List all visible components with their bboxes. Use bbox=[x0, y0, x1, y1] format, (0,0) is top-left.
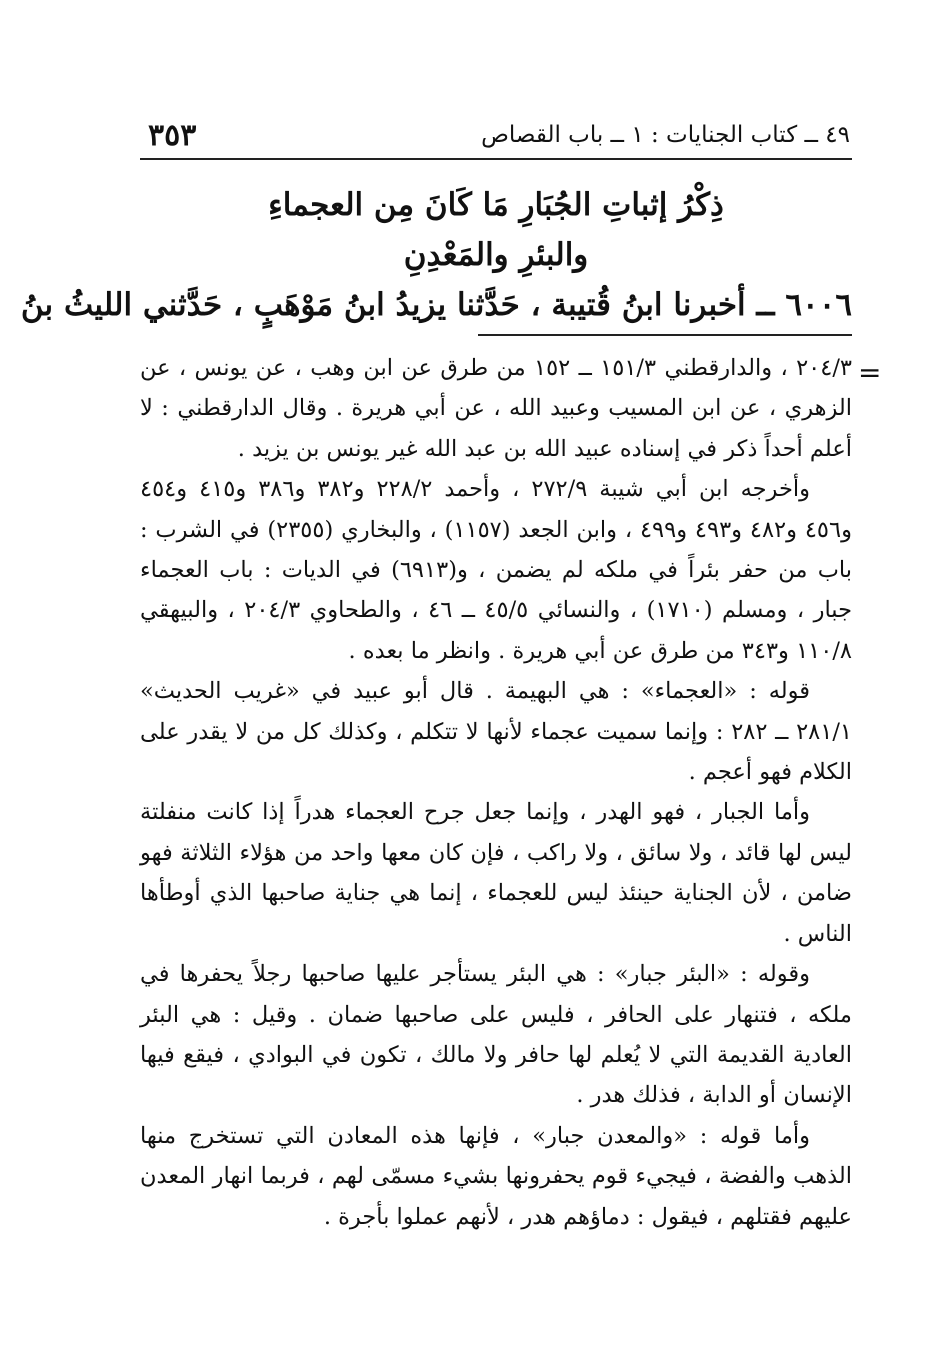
section-title-line-1: ذِكْرُ إثباتِ الجُبَارِ مَا كَانَ مِن العجماءِ bbox=[268, 187, 724, 223]
footnote-paragraph: وقوله : «البئر جبار» : هي البئر يستأجر عليها صاحبها رجلاً يحفرها في ملكه ، فتنهار على الحافر ، فليس على صاحبها ضمان . وقيل : هي البئر العادية القديمة التي لا يُعلم لها حافر ولا مالك ، تكون في البوادي ، فيقع فيها الإنسان أو الدابة ، فذلك هدر . bbox=[140, 961, 852, 1109]
footnote-paragraph: ٢٠٤/٣ ، والدارقطني ١٥١/٣ ــ ١٥٢ من طرق عن ابن وهب ، عن يونس ، عن الزهري ، عن ابن المسيب وعبيد الله ، عن أبي هريرة . وقال الدارقطني : لا أعلم أحداً ذكر في إسناده عبيد الله بن عبد الله غير يونس بن يزيد . bbox=[140, 355, 852, 462]
footnote-paragraph: وأما قوله : «والمعدن جبار» ، فإنها هذه المعادن التي تستخرج منها الذهب والفضة ، فيجيء قوم يحفرونها بشيء مسمّى لهم ، فربما انهار المعدن عليهم فقتلهم ، فيقول : دماؤهم هدر ، لأنهم عملوا بأجرة . bbox=[140, 1122, 852, 1230]
footnote-divider bbox=[478, 334, 852, 336]
footnote-paragraph: قوله : «العجماء» : هي البهيمة . قال أبو عبيد في «غريب الحديث» ٢٨١/١ ــ ٢٨٢ : وإنما سميت عجماء لأنها لا تتكلم ، وكذلك كل من لا يقدر على الكلام فهو أعجم . bbox=[140, 678, 852, 786]
running-title: ٤٩ ــ كتاب الجنايات : ١ ــ باب القصاص bbox=[481, 122, 850, 148]
hadith-opening-line: ٦٠٠٦ ــ أخبرنا ابنُ قُتيبة ، حَدَّثنا يزيدُ ابنُ مَوْهَبٍ ، حَدَّثني الليثُ بنُ bbox=[20, 287, 852, 323]
header-divider bbox=[140, 158, 852, 160]
section-title-line-2: والبئرِ والمَعْدِنِ bbox=[403, 237, 589, 273]
footnote-paragraph: وأما الجبار ، فهو الهدر ، وإنما جعل جرح العجماء هدراً إذا كانت منفلتة ليس لها قائد ، ولا سائق ، ولا راكب ، فإن كان معها واحد من هؤلاء الثلاثة فهو ضامن ، لأن الجناية حينئذ ليس للعجماء ، إنما هي جناية صاحبها الذي أوطأها الناس . bbox=[140, 799, 852, 947]
footnotes bbox=[140, 348, 852, 1237]
page-number: ٣٥٣ bbox=[148, 118, 197, 153]
footnote-paragraph: وأخرجه ابن أبي شيبة ٢٧٢/٩ ، وأحمد ٢٢٨/٢ و٣٨٢ و٣٨٦ و٤١٥ و٤٥٤ و٤٥٦ و٤٨٢ و٤٩٣ و٤٩٩ ، وابن الجعد (١١٥٧) ، والبخاري (٢٣٥٥) في الشرب : باب من حفر بئراً في ملكه لم يضمن ، و(٦٩١٣) في الديات : باب العجماء جبار ، ومسلم (١٧١٠) ، والنسائي ٤٥/٥ ــ ٤٦ ، والطحاوي ٢٠٤/٣ ، والبيهقي ١١٠/٨ و٣٤٣ من طرق عن أبي هريرة . وانظر ما بعده . bbox=[140, 476, 852, 664]
page-header bbox=[148, 118, 850, 158]
continuation-mark: = bbox=[858, 356, 882, 389]
